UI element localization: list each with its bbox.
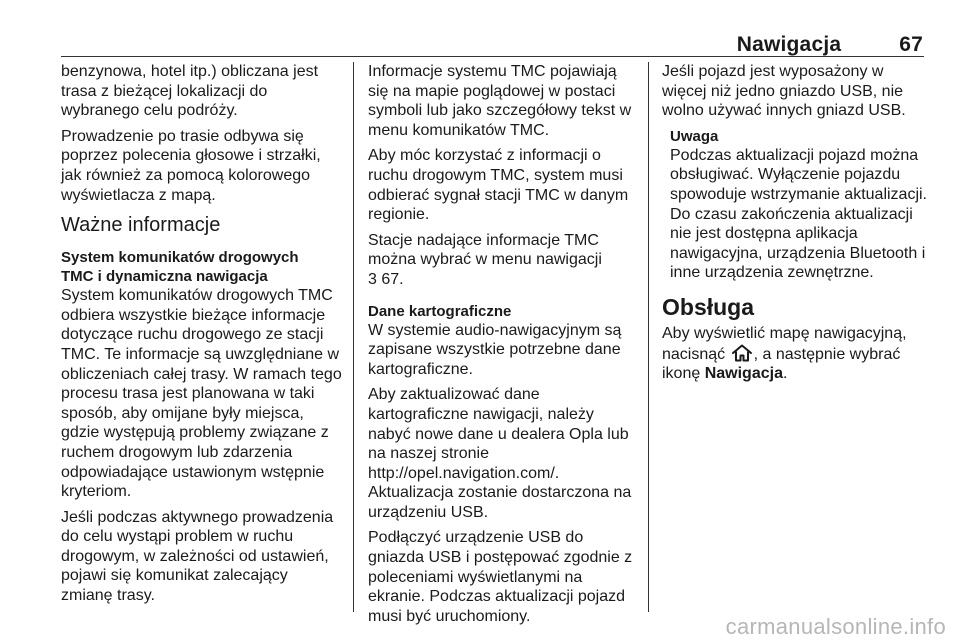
home-icon — [731, 344, 753, 362]
paragraph: Jeśli podczas aktywnego prowadzenia do celu wystąpi problem w ruchu drogowym, w zależności od ustawień, pojawi się komunikat zalecający zmianę trasy. — [61, 508, 334, 605]
note-box — [662, 127, 932, 283]
paragraph: Prowadzenie po trasie odbywa się poprzez polecenia głosowe i strzałki, jak również za pomocą kolorowego wyświetlacza z mapą. — [61, 127, 321, 204]
bold-term: Nawigacja — [704, 365, 783, 383]
paragraph: Podłączyć urządzenie USB do gniazda USB i postępować zgodnie z poleceniami wyświetlanymi na ekranie. Podczas aktualizacji pojazd musi być uruchomiony. — [368, 529, 633, 625]
subheading-line: System komunikatów drogowych — [61, 249, 299, 267]
note-title: Uwaga — [670, 127, 719, 145]
paragraph: Jeśli pojazd jest wyposażony w więcej niż jedno gniazdo USB, nie wolno używać innych gniazd USB. — [662, 63, 906, 120]
page-number: 67 — [899, 33, 923, 56]
column-divider — [353, 62, 354, 612]
paragraph-text: Aby zaktualizować dane kartograficzne nawigacji, należy nabyć nowe dane u dealera Opla lub na naszej stronie — [368, 386, 629, 463]
subheading-line: TMC i dynamiczna nawigacja — [61, 268, 268, 286]
paragraph: System komunikatów drogowych TMC odbiera wszystkie bieżące informacje dotyczące ruchu drogowego ze stacji TMC. Te informacje są uwzględniane w obliczeniach całej trasy. W ramach tego procesu trasa jest planowana w taki sposób, aby omijane były miejsca, gdzie występują problemy związane z ruchem drogowym lub zdarzenia odpowiadające ustawionym wstępnie kryteriom. — [61, 287, 342, 501]
paragraph-text: Stacje nadające informacje TMC można wybrać w menu nawigacji — [368, 231, 602, 269]
section-title: Nawigacja — [736, 33, 842, 56]
paragraph: W systemie audio-nawigacyjnym są zapisane wszystkie potrzebne dane kartograficzne. — [368, 321, 622, 378]
paragraph: Informacje systemu TMC pojawiają się na mapie poglądowej w postaci symboli lub jako szczegółowy tekst w menu komunikatów TMC. — [368, 63, 632, 139]
paragraph — [368, 385, 638, 522]
column-1 — [61, 62, 343, 612]
paragraph-text: Aby wyświetlić mapę nawigacyjną, nacisnąć — [662, 324, 907, 363]
paragraph: Aby móc korzystać z informacji o ruchu drogowym TMC, system musi odbierać sygnał stacji TMC w danym regionie. — [368, 147, 629, 224]
section-heading: Obsługa — [662, 293, 755, 320]
column-3 — [662, 62, 932, 390]
note-text: Podczas aktualizacji pojazd można obsługiwać. Wyłączenie pojazdu spowoduje wstrzymanie aktualizacji. Do czasu zakończenia aktualizacji nie jest dostępna aplikacja nawigacyjna, urządzenia Bluetooth i inne urządzenia zewnętrzne. — [670, 146, 927, 282]
page-header — [737, 27, 923, 57]
subheading — [61, 248, 343, 286]
column-divider — [648, 62, 649, 612]
paragraph — [662, 324, 932, 384]
column-2 — [368, 62, 638, 632]
paragraph: benzynowa, hotel itp.) obliczana jest trasa z bieżącej lokalizacji do wybranego celu podróży. — [61, 63, 319, 120]
paragraph-text: . — [782, 365, 788, 383]
paragraph-text: , a następnie wybrać ikonę — [662, 345, 901, 383]
watermark: carmanualsonline.info — [725, 614, 946, 639]
header-rule — [61, 56, 924, 57]
url-text: http://opel.navigation.com/. — [368, 464, 560, 482]
paragraph-text: Aktualizacja zostanie dostarczona na urządzeniu USB. — [368, 484, 632, 521]
paragraph — [368, 231, 638, 290]
section-heading: Ważne informacje — [61, 214, 221, 237]
subheading: Dane kartograficzne — [368, 302, 512, 320]
page-reference: 3 67. — [368, 270, 404, 288]
